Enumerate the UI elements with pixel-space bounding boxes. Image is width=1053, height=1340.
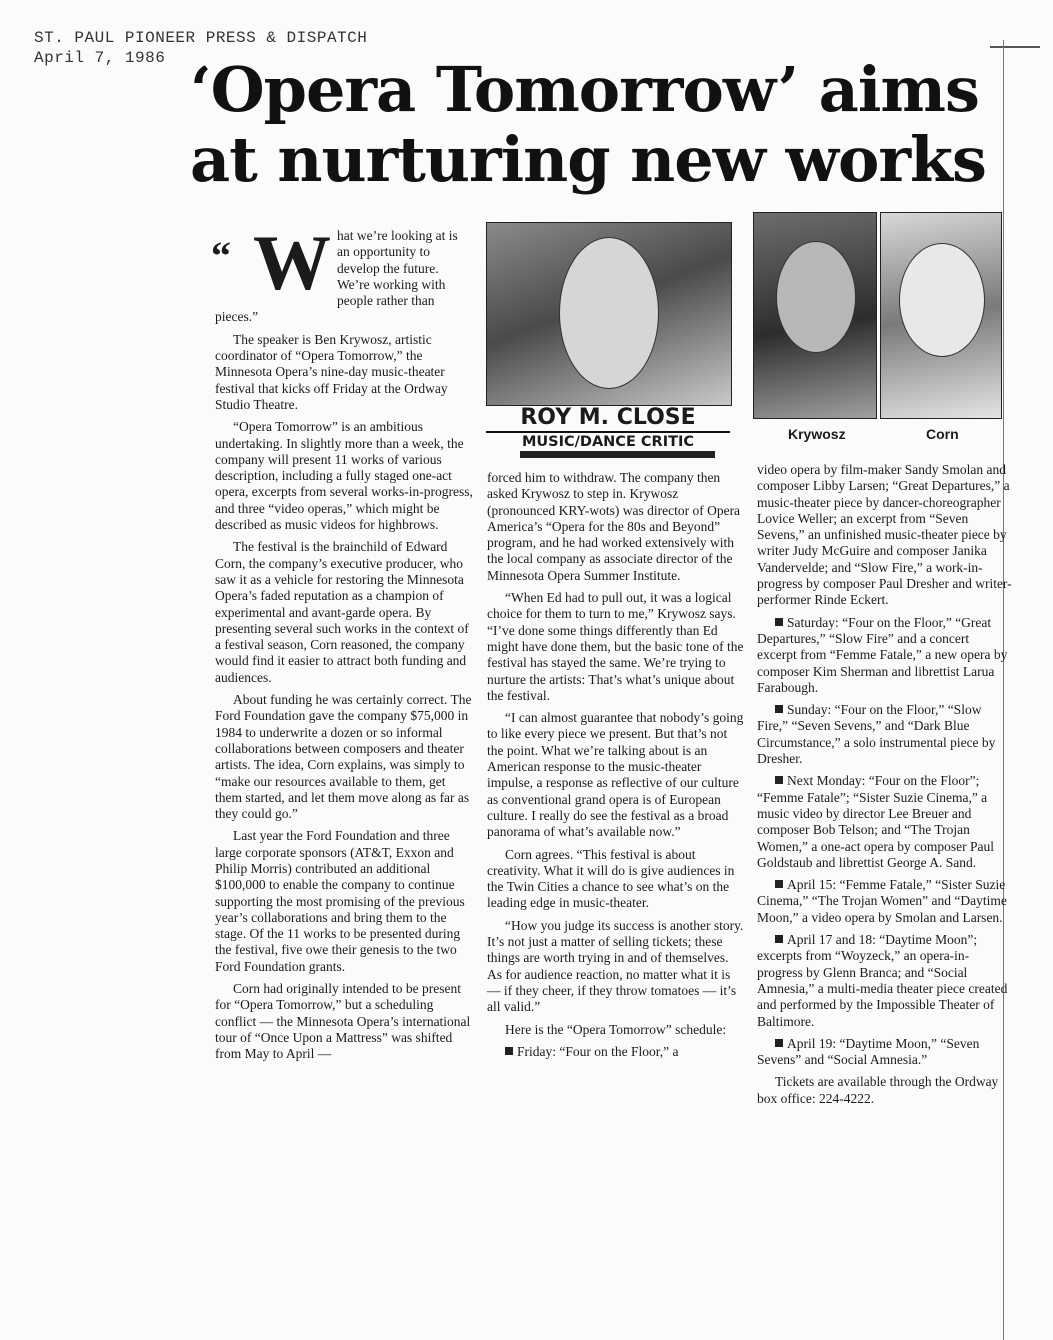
schedule-text: Sunday: “Four on the Floor,” “Slow Fire,” “Seven Sevens,” and “Dark Blue Circumstance,” a solo instrumental piece by Dresher.: [757, 702, 996, 767]
schedule-item: [757, 702, 1012, 767]
schedule-text: Next Monday: “Four on the Floor”; “Femme Fatale”; “Sister Suzie Cinema,” a music video by director Lee Breuer and composer Bob Telson; and “The Trojan Women,” a one-act opera by composer Paul Goldstaub and librettist George A. Sand.: [757, 773, 994, 870]
paragraph: “How you judge its success is another story. It’s not just a matter of selling tickets; these things are worth trying in and of themselves. As for audience reaction, no matter what it is — if they cheer, if they throw tomatoes — it’s all valid.”: [487, 917, 744, 1015]
paragraph: “When Ed had to pull out, it was a logical choice for them to turn to me,” Krywosz says. “I’ve done some things differently than Ed might have done them, but the basic tone of the festival has stayed the same. We’re trying to nurture the artists: That’s what’s unique about the festival.: [487, 590, 744, 703]
article-column-2: [487, 470, 745, 1066]
schedule-text: Saturday: “Four on the Floor,” “Great Departures,” “Slow Fire” and a concert excerpt from “Femme Fatale,” a new opera by composer Kim Sherman and librettist Larua Farabough.: [757, 614, 1008, 695]
stamp-date: April 7, 1986: [34, 49, 166, 67]
bullet-icon: [775, 776, 783, 784]
paragraph: “Opera Tomorrow” is an ambitious undertaking. In slightly more than a week, the company will present 11 works of various description, including a fully staged one-act opera, excerpts from several works-in-progress, and three “video operas,” which might be described as music videos for highbrows.: [215, 419, 473, 533]
krywosz-photo: [753, 212, 877, 419]
schedule-text: April 15: “Femme Fatale,” “Sister Suzie Cinema,” “The Trojan Women” and “Daytime Moon,” a video opera by Smolan and Larsen.: [757, 877, 1007, 925]
headline-line-2: at nurturing new works: [190, 123, 986, 196]
paragraph: Here is the “Opera Tomorrow” schedule:: [505, 1021, 727, 1037]
paragraph: “I can almost guarantee that nobody’s going to like every piece we present. But that’s not the point. What we’re talking about is an American response to the music-theater impulse, a response as reflective of our culture as conventional grand opera is of European culture. I really do see the festival as a broad panorama of what’s available now.”: [487, 710, 744, 840]
face-shape: [899, 243, 985, 357]
top-rule: [990, 46, 1040, 48]
byline-title: MUSIC/DANCE CRITIC: [486, 431, 730, 450]
bullet-icon: [775, 880, 783, 888]
drop-cap: W: [253, 219, 331, 306]
paragraph: The festival is the brainchild of Edward Corn, the company’s executive producer, who saw it as a vehicle for restoring the Minnesota Opera’s faded reputation as a champion of experimental and avant-garde opera. By presenting several such works in the context of a festival season, Corn reasoned, the company would find it easier to attract both funding and audiences.: [215, 539, 469, 685]
caption-corn: Corn: [926, 426, 959, 442]
paragraph: About funding he was certainly correct. The Ford Foundation gave the company $75,000 in 1984 to underwrite a dozen or so informal collaborations between composers and theater artists. The idea, Corn explains, was simply to “make our resources available to them, get them started, and let them move along as far as they could go.”: [215, 692, 472, 822]
schedule-item: [757, 1036, 1012, 1069]
corn-photo: [880, 212, 1002, 419]
caption-krywosz: Krywosz: [788, 426, 846, 442]
face-shape: [559, 237, 659, 389]
schedule-item: [487, 1044, 745, 1060]
article-column-1: [211, 219, 473, 1069]
byline-bar: [520, 451, 715, 458]
schedule-item: [757, 877, 1012, 926]
bullet-icon: [775, 1039, 783, 1047]
article-column-3: [757, 462, 1012, 1113]
bullet-icon: [775, 705, 783, 713]
paragraph: The speaker is Ben Krywosz, artistic coordinator of “Opera Tomorrow,” the Minnesota Opera’s nine-day music-theater festival that kicks off Friday at the Ordway Studio Theatre.: [215, 331, 448, 412]
schedule-text: April 17 and 18: “Daytime Moon”; excerpts from “Woyzeck,” an opera-in-progress by Glenn Branca; and “Social Amnesia,” a multi-media theater piece created and performed by the Impossible Theater of Baltimore.: [757, 932, 1008, 1029]
schedule-item: [757, 932, 1012, 1030]
paragraph: Corn had originally intended to be present for “Opera Tomorrow,” but a scheduling conflict — the Minnesota Opera’s international tour of “Once Upon a Mattress” was shifted from May to April —: [215, 981, 471, 1062]
lead-paragraph: [211, 219, 473, 326]
schedule-item: [757, 615, 1012, 696]
paragraph: Corn agrees. “This festival is about creativity. What it will do is give audiences in the Twin Cities a chance to see what’s on the leading edge in music-theater.: [487, 846, 735, 911]
headline: [190, 55, 990, 195]
headline-line-1: ‘Opera Tomorrow’ aims: [190, 53, 979, 126]
paragraph: hat we’re looking at is an opportunity to develop the future. We’re working with people rather than pieces.”: [215, 228, 458, 325]
paragraph: Tickets are available through the Ordway box office: 224-4222.: [757, 1074, 999, 1106]
stamp-paper: ST. PAUL PIONEER PRESS & DISPATCH: [34, 29, 368, 47]
bullet-icon: [505, 1047, 513, 1055]
bullet-icon: [775, 935, 783, 943]
schedule-text: April 19: “Daytime Moon,” “Seven Sevens” and “Social Amnesia.”: [757, 1035, 980, 1068]
schedule-item: [757, 773, 1012, 871]
face-shape: [776, 241, 856, 353]
paragraph: video opera by film-maker Sandy Smolan and composer Libby Larsen; “Great Departures,” a music-theater piece by dancer-choreographer Lovice Weller; an excerpt from “Seven Sevens,” an unfinished music-theater piece by writer Judy McGuire and composer Janika Vandervelde; and “Slow Fire,” a work-in-progress by composer Paul Dresher and writer-performer Rinde Eckert.: [757, 462, 1012, 608]
open-quote-mark: “: [211, 233, 231, 278]
paragraph: forced him to withdraw. The company then asked Krywosz to step in. Krywosz (pronounced KRY-wots) was director of Opera America’s “Opera for the 80s and Beyond” program, and he had worked extensively with the local company as associate director of the Minnesota Opera Summer Institute.: [487, 470, 741, 583]
byline-name: ROY M. CLOSE: [520, 405, 696, 430]
bullet-icon: [775, 618, 783, 626]
paragraph: Last year the Ford Foundation and three large corporate sponsors (AT&T, Exxon and Philip Morris) contributed an additional $100,000 to enable the company to continue supporting the most promising of the previous year’s collaborations and bring them to the stage. Of the 11 works to be presented during the festival, five owe their genesis to the two Ford Foundation grants.: [215, 828, 465, 974]
byline-photo: [486, 222, 732, 406]
schedule-text: Friday: “Four on the Floor,” a: [517, 1043, 679, 1059]
